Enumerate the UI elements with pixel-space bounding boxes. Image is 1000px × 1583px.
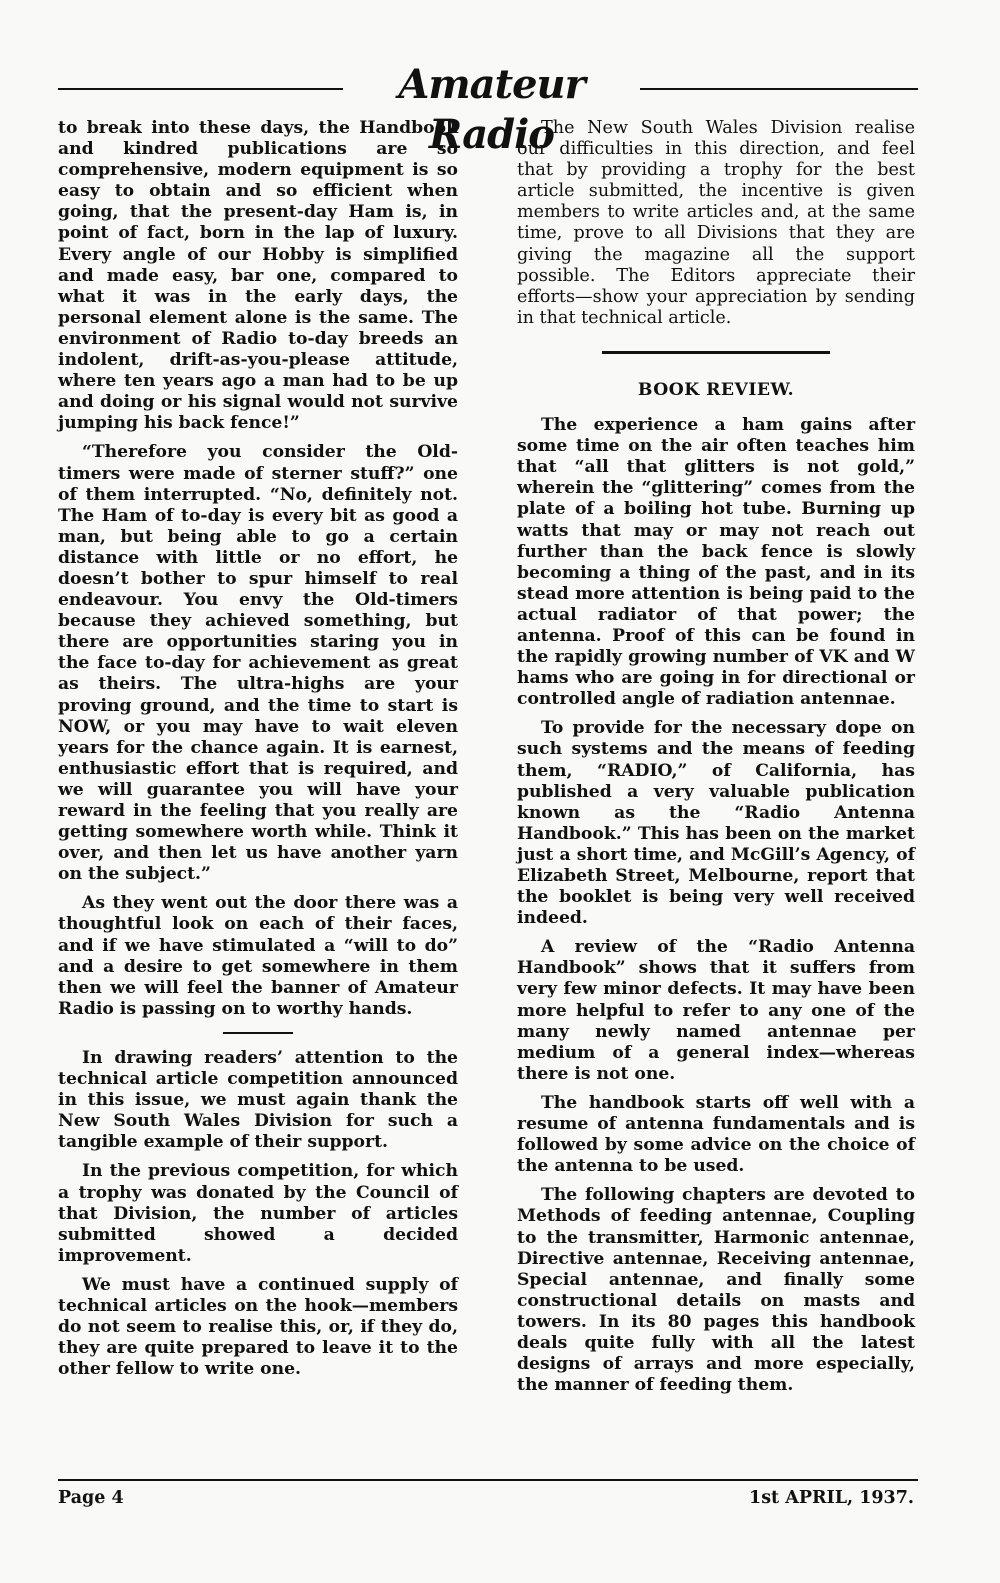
left-column <box>58 118 458 1388</box>
editorial-paragraph: We must have a continued supply of technical articles on the hook—members do not seem to realise this, or, if they do, they are quite prepared to leave it to the other fellow to write one. <box>58 1274 458 1380</box>
review-paragraph: The experience a ham gains after some time on the air often teaches him that “all that glitters is not gold,” wherein the “glittering” comes from the plate of a boiling hot tube. Burning up watts that may or may not reach out further than the back fence is slowly becoming a thing of the past, and in its stead more attention is being paid to the actual radiator of that power; the antenna. Proof of this can be found in the rapidly growing number of VK and W hams who are going in for directional or controlled angle of radiation antennae. <box>517 415 915 710</box>
article-paragraph: to break into these days, the Handbook and kindred publications are so comprehensive, modern equipment is so easy to obtain and so efficient when going, that the present-day Ham is, in point of fact, born in the lap of luxury. Every angle of our Hobby is simplified and made easy, bar one, compared to what it was in the early days, the personal element alone is the same. The environment of Radio to-day breeds an indolent, drift-as-you-please attitude, where ten years ago a man had to be up and doing or his signal would not survive jumping his back fence!” <box>58 118 458 434</box>
section-divider <box>602 351 830 354</box>
issue-date: 1st APRIL, 1937. <box>749 1488 914 1508</box>
review-paragraph: To provide for the necessary dope on such systems and the means of feeding them, “RADIO,” of California, has published a very valuable publication known as the “Radio Antenna Handbook.” This has been on the market just a short time, and McGill’s Agency, of Elizabeth Street, Melbourne, report that the booklet is being very well received indeed. <box>517 718 915 929</box>
editorial-paragraph: The New South Wales Division realise our difficulties in this direction, and feel that by providing a trophy for the best article submitted, the incentive is given members to write articles and, at the same time, prove to all Divisions that they are giving the magazine all the support possible. The Editors appreciate their efforts—show your appreciation by sending in that technical article. <box>517 118 915 328</box>
masthead-title: Amateur Radio <box>398 61 585 158</box>
review-paragraph: The handbook starts off well with a resume of antenna fundamentals and is followed by some advice on the choice of the antenna to be used. <box>517 1092 915 1177</box>
editorial-paragraph: In drawing readers’ attention to the technical article competition announced in this issue, we must again thank the New South Wales Division for such a tangible example of their support. <box>58 1047 458 1153</box>
masthead-rule-right <box>640 88 918 90</box>
review-paragraph: A review of the “Radio Antenna Handbook” shows that it suffers from very few minor defects. It may have been more helpful to refer to any one of the many newly named antennae per medium of a general index—whereas there is not one. <box>517 937 915 1084</box>
article-paragraph: “Therefore you consider the Old-timers were made of sterner stuff?” one of them interrupted. “No, definitely not. The Ham of to-day is every bit as good a man, but being able to go a certain distance with little or no effort, he doesn’t bother to spur himself to real endeavour. You envy the Old-timers because they achieved something, but there are opportunities staring you in the face to-day for achievement as great as theirs. The ultra-highs are your proving ground, and the time to start is NOW, or you may have to wait eleven years for the chance again. It is earnest, enthusiastic effort that is required, and we will guarantee you will have your reward in the feeling that you really are getting somewhere worth while. Think it over, and then let us have another yarn on the subject.” <box>58 442 458 885</box>
right-column <box>517 118 915 1404</box>
article-paragraph: As they went out the door there was a thoughtful look on each of their faces, and if we have stimulated a “will to do” and a desire to get somewhere in them then we will feel the banner of Amateur Radio is passing on to worthy hands. <box>58 893 458 1019</box>
book-review-heading: BOOK REVIEW. <box>637 379 795 400</box>
section-divider <box>223 1032 293 1034</box>
review-paragraph: The following chapters are devoted to Methods of feeding antennae, Coupling to the transmitter, Harmonic antennae, Directive antennae, Receiving antennae, Special antennae, and finally some constructional details on masts and towers. In its 80 pages this handbook deals quite fully with all the latest designs of arrays and more especially, the manner of feeding them. <box>517 1185 915 1396</box>
page-number: Page 4 <box>58 1488 124 1508</box>
masthead <box>58 58 918 158</box>
footer-rule <box>58 1479 918 1481</box>
editorial-paragraph: In the previous competition, for which a trophy was donated by the Council of that Division, the number of articles submitted showed a decided improvement. <box>58 1161 458 1266</box>
masthead-rule-left <box>58 88 343 90</box>
